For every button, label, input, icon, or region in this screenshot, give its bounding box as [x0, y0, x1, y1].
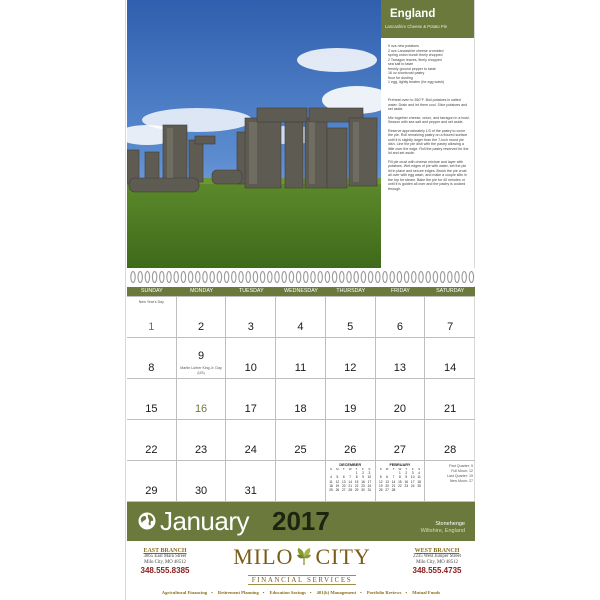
day-cell: [177, 379, 227, 420]
mini-day: 26: [378, 488, 383, 493]
day-cell: [177, 297, 227, 338]
day-cell: [226, 338, 276, 379]
day-number: 15: [145, 403, 158, 415]
mini-calendar-title: DECEMBER: [339, 463, 362, 467]
day-number: 4: [297, 321, 304, 333]
branch-phone: 348.555.8385: [140, 565, 190, 575]
mini-day: 20: [385, 483, 389, 488]
binding-ring: [404, 272, 408, 283]
day-number: 28: [444, 444, 457, 456]
mini-day: 26: [335, 488, 340, 493]
day-cell: [127, 420, 177, 461]
binding-ring: [239, 272, 243, 283]
binding-ring: [296, 272, 300, 283]
mini-day: 7: [392, 475, 395, 480]
binding-ring: [440, 272, 444, 283]
recipe-steps: [388, 98, 470, 195]
day-number: 22: [145, 444, 158, 456]
moon-first-quarter: First Quarter: 5: [448, 464, 473, 468]
mini-day: 12: [335, 479, 340, 484]
weekday-sunday: SUNDAY: [141, 288, 163, 294]
binding-ring: [412, 272, 416, 283]
logo-word-left: MILO: [233, 544, 294, 569]
binding-ring: [232, 272, 236, 283]
moon-phase-cell: [425, 461, 475, 502]
services-list: [127, 590, 475, 595]
binding-ring: [304, 272, 308, 283]
binding-ring: [426, 272, 430, 283]
binding-ring: [167, 272, 171, 283]
month-year: 2017: [272, 506, 330, 536]
day-number: 16: [194, 403, 208, 415]
service-item: 401(k) Management: [316, 590, 357, 595]
day-cell: [425, 338, 475, 379]
binding-ring: [138, 272, 142, 283]
binding-ring: [275, 272, 279, 283]
mini-day: 30: [361, 488, 365, 493]
mini-weekday: S: [368, 467, 371, 471]
binding-ring: [260, 272, 264, 283]
west-branch-info: [401, 548, 473, 575]
mini-day: 1: [399, 471, 401, 475]
mini-day: 19: [335, 483, 340, 488]
binding-ring: [455, 272, 459, 283]
holiday-note: New Year's Day: [138, 300, 164, 304]
branch-address: Milo City, MO 48512: [144, 559, 186, 565]
recipe-step: Preheat oven to 350°F. Boil potatoes in salted water. Drain and let them cool. Slice potatoes and set aside.: [388, 98, 468, 111]
recipe-panel: [381, 0, 474, 268]
mini-day: 10: [410, 475, 415, 480]
mini-weekday: S: [330, 467, 333, 471]
day-number: 1: [148, 321, 155, 333]
mini-day: 21: [391, 483, 396, 488]
day-cell: [425, 297, 475, 338]
month-bar: [127, 502, 475, 541]
binding-ring: [203, 272, 207, 283]
binding-ring: [246, 272, 250, 283]
day-cell: [226, 420, 276, 461]
mini-day: 16: [361, 479, 365, 484]
day-number: 7: [447, 321, 454, 333]
mini-day: 13: [385, 479, 389, 484]
binding-ring: [224, 272, 228, 283]
mini-day: 6: [386, 475, 389, 480]
weekday-thursday: THURSDAY: [336, 288, 366, 294]
day-number: 5: [347, 321, 354, 333]
recipe-subtitle: Lancashire Cheese & Potato Pie: [385, 24, 448, 29]
binding-ring: [145, 272, 149, 283]
mini-day: 27: [385, 488, 389, 493]
binding-ring: [462, 272, 466, 283]
day-number: 24: [244, 444, 257, 456]
east-branch-info: [129, 548, 201, 575]
mini-day: 29: [354, 488, 359, 493]
day-cell: [226, 297, 276, 338]
day-cell: [127, 338, 177, 379]
binding-ring: [469, 272, 473, 283]
day-number: 23: [194, 444, 208, 456]
mini-day: 28: [391, 488, 396, 493]
day-cell: [127, 461, 177, 502]
mini-calendar-february: [376, 461, 426, 502]
mini-day: 17: [367, 479, 372, 484]
mini-day: 8: [355, 475, 358, 480]
mini-day: 18: [329, 483, 333, 488]
mini-day: 25: [417, 483, 421, 488]
recipe-step: Reserve approximately 1/3 of the pastry to cover the pie. Roll remaining pastry on a floured surface until it is slightly larger than the 7-inch round pie dish. Line the pie dish with the pastry allowing a little over the edge. Roll the pastry reserved for the lid and set aside.: [388, 128, 469, 155]
mini-day: 21: [348, 483, 352, 488]
day-cell: [376, 420, 426, 461]
day-cell: [425, 420, 475, 461]
day-number: 12: [344, 362, 357, 374]
service-item: Retirement Planning: [217, 590, 259, 595]
mini-weekday: W: [398, 467, 402, 471]
photo-caption-title: Stonehenge: [435, 521, 465, 527]
mini-day: 14: [391, 479, 396, 484]
mini-day: 4: [418, 471, 420, 475]
service-item: Mutual Funds: [412, 590, 441, 595]
binding-ring: [419, 272, 423, 283]
day-cell: [326, 420, 376, 461]
mini-day: 14: [348, 479, 352, 484]
recipe-ingredients: 9 ozs new potatoes 2 ozs Lancashire cheese crumbled spring onion bunch finely chopped 2 Tarragon leaves, finely chopped sea salt to taste freshly ground pepper to taste 16 oz shortcrust pastry flour for dusting 1 egg, lightly beaten (for egg wash): [388, 44, 445, 84]
weekday-monday: MONDAY: [190, 288, 213, 294]
binding-ring: [340, 272, 344, 283]
separator-dot: •: [405, 590, 408, 595]
mini-day: 8: [399, 475, 401, 480]
weekday-saturday: SATURDAY: [436, 288, 465, 294]
binding-ring: [368, 272, 372, 283]
binding-ring: [311, 272, 315, 283]
binding-ring: [210, 272, 214, 283]
separator-dot: •: [309, 590, 312, 595]
binding-ring: [383, 272, 387, 283]
day-number: 9: [198, 350, 205, 362]
service-item: Portfolio Reviews: [366, 590, 402, 595]
mini-day: 18: [417, 479, 421, 484]
mini-day: 6: [342, 475, 345, 480]
binding-ring: [390, 272, 394, 283]
binding-ring: [253, 272, 257, 283]
separator-dot: •: [262, 590, 265, 595]
mini-day: 11: [417, 475, 421, 480]
mini-weekday: M: [336, 467, 339, 471]
leaf-icon: [295, 546, 313, 566]
day-cell: [177, 461, 227, 502]
day-number: 27: [393, 444, 407, 456]
mini-calendar-title: FEBRUARY: [389, 463, 411, 467]
binding-ring: [268, 272, 272, 283]
separator-dot: •: [211, 590, 213, 595]
day-number: 17: [244, 403, 257, 415]
day-cell: [326, 297, 376, 338]
binding-ring: [160, 272, 164, 283]
day-cell: [177, 338, 227, 379]
day-cell: [127, 379, 177, 420]
moon-new: New Moon: 27: [449, 479, 473, 483]
binding-ring: [448, 272, 452, 283]
mini-weekday: T: [392, 467, 395, 471]
binding-ring: [361, 272, 365, 283]
mini-day: 24: [367, 483, 372, 488]
day-number: 18: [294, 403, 307, 415]
mini-day: 23: [404, 483, 409, 488]
mini-day: 9: [405, 475, 408, 480]
day-number: 19: [344, 403, 357, 415]
month-grid: [127, 296, 475, 502]
mini-day: 9: [362, 475, 364, 480]
service-item: Education Savings: [269, 590, 306, 595]
month-name: January: [160, 506, 249, 536]
mini-day: 27: [342, 488, 346, 493]
mini-day: 22: [354, 483, 359, 488]
binding-ring: [289, 272, 293, 283]
branch-name: WEST BRANCH: [414, 548, 460, 554]
weekday-wednesday: WEDNESDAY: [284, 288, 318, 294]
mini-day: 5: [379, 475, 382, 480]
day-cell: [276, 379, 326, 420]
binding-ring: [376, 272, 380, 283]
mini-day: 24: [410, 483, 415, 488]
mini-calendar: [328, 463, 373, 492]
stonehenge-photo: [127, 0, 381, 268]
photo-caption-location: Wiltshire, England: [420, 527, 465, 534]
mini-day: 22: [398, 483, 402, 488]
mini-day: 1: [355, 471, 358, 475]
spiral-binding: [127, 268, 475, 286]
mini-weekday: F: [362, 467, 364, 471]
mini-day: 12: [378, 479, 383, 484]
empty-cell: [276, 461, 326, 502]
company-logo: [209, 545, 395, 585]
moon-full: Full Moon: 12: [451, 469, 473, 473]
day-cell: [226, 461, 276, 502]
mini-weekday: M: [385, 467, 389, 471]
day-number: 21: [444, 403, 457, 415]
globe-icon: [137, 511, 157, 531]
advertiser-footer: [127, 541, 475, 600]
day-number: 14: [444, 362, 457, 374]
day-number: 8: [148, 362, 155, 374]
moon-phases: [427, 464, 473, 484]
day-number: 11: [294, 362, 307, 374]
binding-ring: [318, 272, 322, 283]
service-item: Agricultural Financing: [161, 590, 208, 595]
mini-calendar: [378, 463, 423, 492]
binding-ring: [152, 272, 156, 283]
day-number: 31: [244, 485, 257, 497]
weekday-tuesday: TUESDAY: [238, 288, 264, 294]
binding-ring: [174, 272, 178, 283]
day-number: 26: [344, 444, 357, 456]
mini-calendar-days: [378, 471, 423, 492]
holiday-note: Martin Luther King Jr. Day (US): [180, 366, 222, 375]
weekday-friday: FRIDAY: [390, 288, 410, 294]
branch-address: Milo City, MO 48512: [416, 559, 458, 565]
day-cell: [326, 338, 376, 379]
binding-ring: [181, 272, 185, 283]
binding-ring: [433, 272, 437, 283]
day-number: 6: [396, 321, 403, 333]
day-number: 2: [198, 321, 205, 333]
mini-day: 2: [405, 471, 408, 475]
mini-weekday: T: [342, 467, 345, 471]
recipe-title: England: [390, 8, 436, 20]
binding-ring: [347, 272, 351, 283]
mini-day: 25: [329, 488, 333, 493]
separator-dot: •: [360, 590, 362, 595]
day-number: 30: [194, 485, 208, 497]
mini-day: 7: [349, 475, 352, 480]
day-cell: [276, 338, 326, 379]
day-number: 29: [145, 485, 158, 497]
mini-day: 3: [368, 471, 371, 475]
binding-ring: [332, 272, 336, 283]
mini-day: 28: [348, 488, 352, 493]
recipe-step: Mix together cheese, onion, and tarragon in a bowl. Season with sea salt and pepper and set aside.: [388, 115, 470, 124]
day-cell: [276, 420, 326, 461]
binding-ring: [325, 272, 329, 283]
mini-weekday: T: [355, 467, 358, 471]
binding-ring: [196, 272, 200, 283]
branch-address: 2235 West Juniper Street: [413, 554, 461, 559]
day-cell: [376, 297, 426, 338]
day-number: 20: [393, 403, 407, 415]
day-number: 25: [294, 444, 307, 456]
day-cell: [376, 379, 426, 420]
binding-ring: [188, 272, 192, 283]
mini-weekday: T: [405, 467, 408, 471]
mini-day: 15: [354, 479, 359, 484]
mini-calendar-days: [328, 471, 373, 492]
binding-ring: [397, 272, 401, 283]
binding-ring: [282, 272, 286, 283]
photo-caption: [421, 521, 465, 534]
mini-day: 16: [404, 479, 409, 484]
day-cell: [226, 379, 276, 420]
day-number: 13: [393, 362, 407, 374]
logo-subtitle: FINANCIAL SERVICES: [248, 575, 357, 585]
binding-ring: [217, 272, 221, 283]
mini-day: 15: [398, 479, 402, 484]
mini-day: 19: [378, 483, 383, 488]
mini-weekday: F: [411, 467, 414, 471]
recipe-step: Fill pie crust with cheese mixture and layer with potatoes. Wet edges of pie with water, set the pie lid in place and secure edges. Brush the pie crust all over with egg wash, and make a couple slits in the top for steam. Bake the pie for 40 minutes or until it is golden all over and the pastry is cooked through.: [388, 159, 467, 191]
day-cell: [127, 297, 177, 338]
mini-day: 13: [342, 479, 346, 484]
logo-word-right: CITY: [315, 544, 371, 569]
day-cell: [276, 297, 326, 338]
day-cell: [326, 379, 376, 420]
mini-day: 17: [410, 479, 415, 484]
binding-ring: [354, 272, 358, 283]
moon-last-quarter: Last Quarter: 19: [447, 474, 473, 478]
mini-day: 2: [362, 471, 364, 475]
recipe-header: [381, 0, 474, 38]
wall-calendar-page: [125, 0, 475, 600]
mini-day: 31: [367, 488, 372, 493]
mini-weekday: S: [379, 467, 382, 471]
mini-day: 5: [336, 475, 339, 480]
branch-address: 3865 East Main Street: [143, 554, 187, 559]
branch-phone: 348.555.4735: [412, 565, 462, 575]
mini-weekday: S: [418, 467, 421, 471]
day-cell: [376, 338, 426, 379]
mini-calendar-december: [326, 461, 376, 502]
day-cell: [425, 379, 475, 420]
day-number: 3: [247, 321, 254, 333]
mini-day: 3: [411, 471, 414, 475]
weekday-header: [127, 287, 475, 296]
mini-weekday: W: [348, 467, 352, 471]
binding-ring: [131, 272, 135, 283]
mini-day: 10: [367, 475, 372, 480]
mini-day: 23: [361, 483, 365, 488]
day-cell: [177, 420, 227, 461]
mini-day: 20: [342, 483, 346, 488]
mini-day: 11: [329, 479, 333, 484]
branch-name: EAST BRANCH: [143, 548, 187, 554]
mini-day: 4: [330, 475, 332, 480]
day-number: 10: [244, 362, 257, 374]
